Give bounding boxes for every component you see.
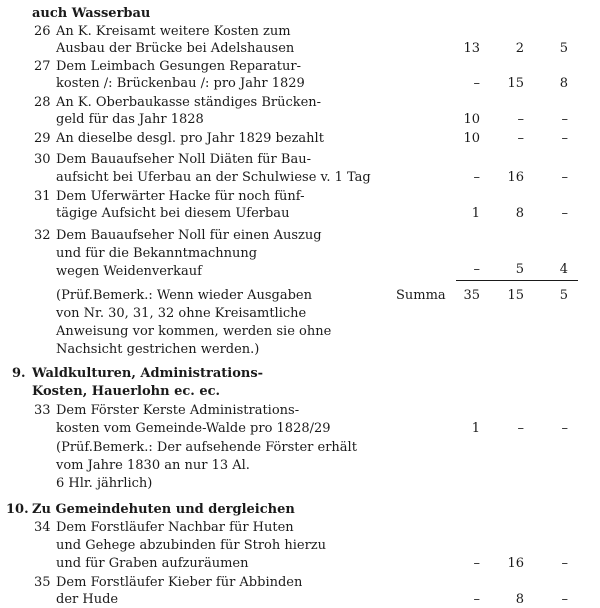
note-line: von Nr. 30, 31, 32 ohne Kreisamtliche (56, 306, 307, 321)
entry-number: 32 (34, 228, 51, 243)
amount-col-3: 8 (559, 76, 568, 91)
amount-col-1: 1 (471, 206, 480, 221)
amount-col-3: – (561, 112, 568, 127)
entry-number: 29 (34, 131, 51, 146)
amount-col-1: – (473, 170, 480, 185)
amount-col-2: 15 (507, 76, 524, 91)
entry-line: Ausbau der Brücke bei Adelshausen (56, 41, 295, 56)
amount-col-1: – (473, 592, 480, 607)
note-line: (Prüf.Bemerk.: Wenn wieder Ausgaben (56, 288, 312, 303)
entry-line: An K. Oberbaukasse ständiges Brücken- (56, 95, 322, 110)
section-title: Zu Gemeindehuten und dergleichen (32, 502, 295, 517)
amount-col-1: 1 (471, 421, 480, 436)
section-heading-tail: auch Wasserbau (32, 6, 151, 21)
note-line: (Prüf.Bemerk.: Der aufsehende Förster erhält (56, 440, 357, 455)
entry-line: tägige Aufsicht bei diesem Uferbau (56, 206, 290, 221)
amount-col-1: 13 (463, 41, 480, 56)
entry-line: aufsicht bei Uferbau an der Schulwiese v. 1 Tag (56, 170, 371, 185)
amount-col-3: – (561, 421, 568, 436)
note-line: Nachsicht gestrichen werden.) (56, 342, 260, 357)
amount-col-3: – (561, 556, 568, 571)
note-line: vom Jahre 1830 an nur 13 Al. (56, 458, 250, 473)
entry-line: kosten /: Brückenbau /: pro Jahr 1829 (56, 76, 305, 91)
amount-col-2: 16 (507, 170, 524, 185)
section-number: 9. (12, 366, 26, 381)
entry-number: 35 (34, 575, 51, 590)
amount-col-1: – (473, 76, 480, 91)
entry-number: 30 (34, 152, 51, 167)
amount-col-1: – (473, 262, 480, 277)
entry-number: 34 (34, 520, 51, 535)
amount-col-1: 10 (463, 131, 480, 146)
entry-number: 27 (34, 59, 51, 74)
entry-line: Dem Forstläufer Kieber für Abbinden (56, 575, 303, 590)
amount-col-2: 16 (507, 556, 524, 571)
amount-col-3: – (561, 170, 568, 185)
amount-col-3: 4 (559, 262, 568, 277)
summa-col-1: 35 (463, 288, 480, 303)
section-title: Kosten, Hauerlohn ec. ec. (32, 384, 221, 399)
amount-col-2: – (517, 112, 524, 127)
note-line: 6 Hlr. jährlich) (56, 476, 153, 491)
entry-line: und für die Bekanntmachnung (56, 246, 258, 261)
amount-col-2: 5 (515, 262, 524, 277)
entry-number: 33 (34, 403, 51, 418)
entry-line: Dem Leimbach Gesungen Reparatur- (56, 59, 301, 74)
amount-col-2: – (517, 131, 524, 146)
summa-col-2: 15 (507, 288, 524, 303)
amount-col-3: 5 (559, 41, 568, 56)
amount-col-3: – (561, 592, 568, 607)
entry-line: und Gehege abzubinden für Stroh hierzu (56, 538, 327, 553)
amount-col-1: – (473, 556, 480, 571)
entry-line: wegen Weidenverkauf (56, 264, 202, 279)
entry-line: und für Graben aufzuräumen (56, 556, 249, 571)
section-title: Waldkulturen, Administrations- (32, 366, 264, 381)
amount-col-1: 10 (463, 112, 480, 127)
amount-col-2: 2 (515, 41, 524, 56)
entry-line: Dem Uferwärter Hacke für noch fünf- (56, 189, 305, 204)
entry-number: 26 (34, 24, 51, 39)
amount-col-2: 8 (515, 592, 524, 607)
entry-line: Dem Bauaufseher Noll für einen Auszug (56, 228, 322, 243)
entry-line: der Hude (56, 592, 119, 607)
entry-line: Dem Bauaufseher Noll Diäten für Bau- (56, 152, 311, 167)
entry-line: Dem Forstläufer Nachbar für Huten (56, 520, 294, 535)
entry-line: kosten vom Gemeinde-Walde pro 1828/29 (56, 421, 331, 436)
entry-line: Dem Förster Kerste Administrations- (56, 403, 300, 418)
entry-number: 31 (34, 189, 51, 204)
entry-line: An K. Kreisamt weitere Kosten zum (56, 24, 291, 39)
section-number: 10. (6, 502, 29, 517)
note-line: Anweisung vor kommen, werden sie ohne (56, 324, 332, 339)
amount-col-2: 8 (515, 206, 524, 221)
amount-col-3: – (561, 131, 568, 146)
amount-col-3: – (561, 206, 568, 221)
entry-line: An dieselbe desgl. pro Jahr 1829 bezahlt (56, 131, 324, 146)
sum-rule (456, 280, 578, 281)
summa-col-3: 5 (559, 288, 568, 303)
entry-line: geld für das Jahr 1828 (56, 112, 204, 127)
amount-col-2: – (517, 421, 524, 436)
entry-number: 28 (34, 95, 51, 110)
summa-label: Summa (396, 288, 446, 303)
